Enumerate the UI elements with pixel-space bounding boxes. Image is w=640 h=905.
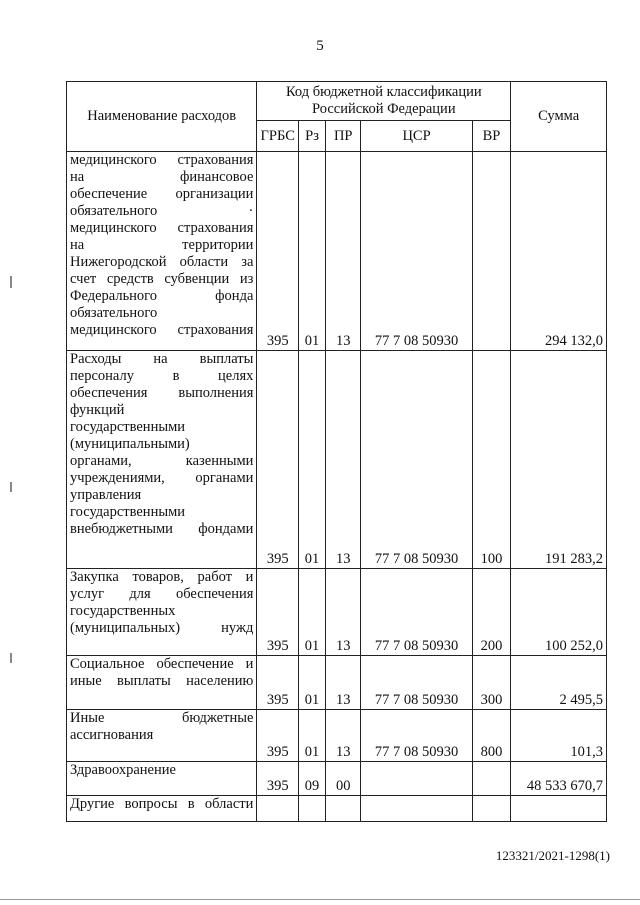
table-row (67, 762, 607, 796)
expense-name-line: на финансовое (70, 169, 254, 185)
grbs-cell: 395 (257, 569, 299, 656)
vr-cell: 100 (472, 351, 511, 569)
header-code-group: Код бюджетной классификации Российской Федерации (257, 82, 511, 121)
expense-name (67, 796, 257, 822)
expense-name-line: Другие вопросы в области (70, 796, 254, 812)
rz-cell: 01 (299, 569, 326, 656)
expense-name-line: на территории (70, 237, 254, 253)
pr-cell: 13 (326, 152, 361, 351)
expense-name-line: Нижегородской области за (70, 254, 254, 270)
page-number: 5 (316, 38, 324, 54)
vr-cell: 800 (472, 710, 511, 762)
header-rz: Рз (299, 121, 326, 152)
expense-name-line: Федерального фонда (70, 288, 254, 304)
csr-cell (361, 796, 472, 822)
pr-cell: 13 (326, 656, 361, 710)
expense-name-line: функций (70, 402, 125, 418)
table-row (67, 710, 607, 762)
csr-cell: 77 7 08 50930 (361, 710, 472, 762)
expense-name-line: управления (70, 487, 142, 503)
header-name: Наименование расходов (67, 82, 257, 152)
document-code: 123321/2021-1298(1) (495, 848, 610, 863)
rz-cell: 01 (299, 152, 326, 351)
expense-name-line: государственных (70, 603, 176, 619)
expense-name-line: медицинского страхования (70, 322, 254, 338)
vr-cell (472, 152, 511, 351)
csr-cell: 77 7 08 50930 (361, 152, 472, 351)
expense-name-line: ассигнования (70, 727, 154, 743)
grbs-cell: 395 (257, 152, 299, 351)
expense-name (67, 710, 257, 762)
rz-cell: 01 (299, 710, 326, 762)
rz-cell: 09 (299, 762, 326, 796)
expense-name-line: Закупка товаров, работ и (70, 569, 254, 585)
pr-cell: 13 (326, 710, 361, 762)
expense-name-line: персоналу в целях (70, 368, 254, 384)
pr-cell (326, 796, 361, 822)
expense-name (67, 152, 257, 351)
vr-cell: 300 (472, 656, 511, 710)
scan-mark (10, 482, 12, 492)
vr-cell (472, 796, 511, 822)
expense-name-line: государственными (70, 504, 186, 520)
sum-cell: 294 132,0 (511, 152, 607, 351)
expense-name-line: обеспечения выполнения (70, 385, 254, 401)
expense-name (67, 351, 257, 569)
expense-name-line: Иные бюджетные (70, 710, 254, 726)
csr-cell: 77 7 08 50930 (361, 569, 472, 656)
grbs-cell: 395 (257, 351, 299, 569)
vr-cell (472, 762, 511, 796)
expense-name (67, 762, 257, 796)
budget-table (66, 81, 607, 822)
sum-cell: 2 495,5 (511, 656, 607, 710)
sum-cell (511, 796, 607, 822)
expense-name-line: учреждениями, органами (70, 470, 254, 486)
rz-cell: 01 (299, 656, 326, 710)
expense-name-line: иные выплаты населению (70, 673, 254, 689)
expense-name (67, 656, 257, 710)
grbs-cell: 395 (257, 656, 299, 710)
table-row (67, 152, 607, 351)
grbs-cell: 395 (257, 710, 299, 762)
pr-cell: 13 (326, 351, 361, 569)
expense-name-line: обеспечение организации (70, 186, 254, 202)
grbs-cell: 395 (257, 762, 299, 796)
table-row (67, 796, 607, 822)
expense-name-line: услуг для обеспечения (70, 586, 254, 602)
expense-name-line: Здравоохранение (70, 762, 176, 778)
scan-mark (10, 276, 12, 288)
csr-cell: 77 7 08 50930 (361, 351, 472, 569)
expense-name-line: (муниципальных) нужд (70, 620, 254, 636)
sum-cell: 101,3 (511, 710, 607, 762)
header-pr: ПР (326, 121, 361, 152)
expense-name-line: медицинского страхования (70, 152, 254, 168)
rz-cell: 01 (299, 351, 326, 569)
sum-cell: 191 283,2 (511, 351, 607, 569)
expense-name-line: государственными (70, 419, 186, 435)
expense-name-line: органами, казенными (70, 453, 254, 469)
expense-name-line: Расходы на выплаты (70, 351, 254, 367)
expense-name-line: обязательного (70, 305, 158, 321)
sum-cell: 48 533 670,7 (511, 762, 607, 796)
expense-name-line: счет средств субвенции из (70, 271, 254, 287)
header-grbs: ГРБС (257, 121, 299, 152)
expense-name-line: (муниципальными) (70, 436, 190, 452)
rz-cell (299, 796, 326, 822)
pr-cell: 00 (326, 762, 361, 796)
expense-name-line: внебюджетными фондами (70, 521, 254, 537)
csr-cell: 77 7 08 50930 (361, 656, 472, 710)
expense-name-line: обязательного · (70, 203, 254, 219)
header-sum: Сумма (511, 82, 607, 152)
table-row (67, 569, 607, 656)
vr-cell: 200 (472, 569, 511, 656)
header-csr: ЦСР (361, 121, 472, 152)
table-row (67, 656, 607, 710)
sum-cell: 100 252,0 (511, 569, 607, 656)
table-body (67, 152, 607, 822)
expense-name-line: медицинского страхования (70, 220, 254, 236)
expense-name (67, 569, 257, 656)
grbs-cell (257, 796, 299, 822)
csr-cell (361, 762, 472, 796)
scan-mark (10, 653, 12, 663)
header-row-top (67, 82, 607, 121)
expense-name-line: Социальное обеспечение и (70, 656, 254, 672)
scan-bottom-line (0, 899, 640, 900)
header-vr: ВР (472, 121, 511, 152)
pr-cell: 13 (326, 569, 361, 656)
table-row (67, 351, 607, 569)
